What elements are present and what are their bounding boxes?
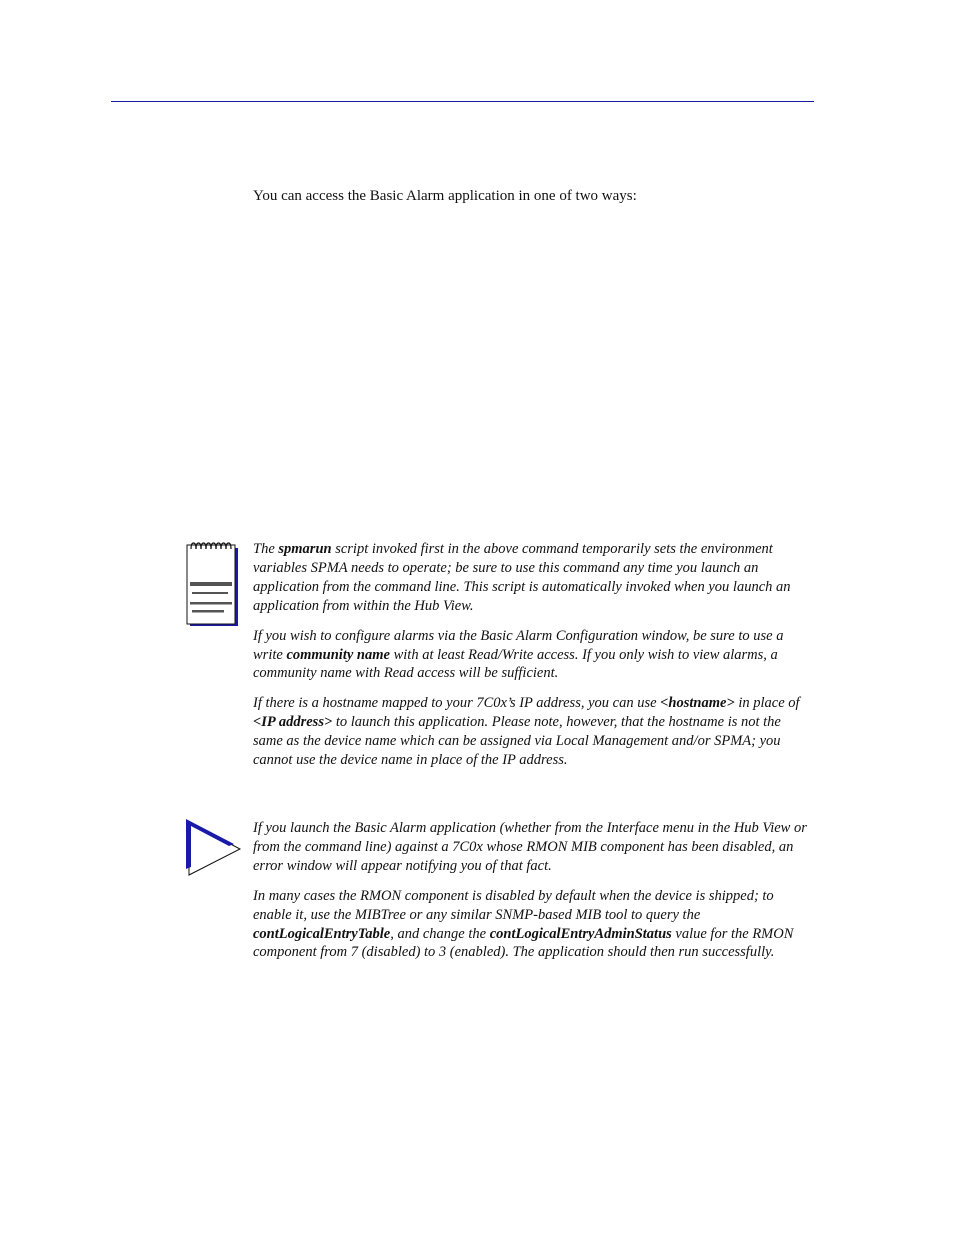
emphasis: spmarun — [278, 541, 332, 557]
caution-text — [253, 819, 813, 973]
caution-block — [186, 819, 814, 999]
caution-arrow-icon — [186, 819, 242, 877]
notepad-icon — [186, 540, 242, 628]
note-text — [253, 540, 813, 781]
caution-paragraph-1: If you launch the Basic Alarm application (whether from the Interface menu in the Hub View or from the command line) against a 7C0x whose RMON MIB component has been disabled, an error window will appear notifying you of that fact. — [253, 820, 807, 874]
emphasis: contLogicalEntryTable — [253, 925, 391, 942]
intro-paragraph: You can access the Basic Alarm application in one of two ways: — [253, 188, 637, 204]
emphasis: <IP address> — [253, 714, 333, 731]
note-paragraph-3: If there is a hostname mapped to your 7C0x’s IP address, you can use <hostname> in place of <IP address> to launch this application. Please note, however, that the hostname is not the same as the device name which can be assigned via Local Management and/or SPMA; you cannot use the device name in place of the IP address. — [253, 695, 800, 769]
note-paragraph-1: The spmarun script invoked first in the above command temporarily sets the environment variables SPMA needs to operate; be sure to use this command any time you launch an application from the command line. This script is automatically invoked when you launch an application from within the Hub View. — [253, 541, 791, 614]
emphasis: community name — [286, 646, 390, 663]
emphasis: contLogicalEntryAdminStatus — [489, 925, 672, 942]
header-rule — [111, 101, 814, 102]
caution-paragraph-2: In many cases the RMON component is disabled by default when the device is shipped; to enable it, use the MIBTree or any similar SNMP-based MIB tool to query the contLogicalEntryTable, and change the contLogicalEntryAdminStatus value for the RMON component from 7 (disabled) to 3 (enabled). The application should then run successfully. — [253, 887, 794, 961]
note-paragraph-2: If you wish to configure alarms via the Basic Alarm Configuration window, be sure to use a write community name with at least Read/Write access. If you only wish to view alarms, a community name with Read access will be sufficient. — [253, 627, 784, 682]
note-block — [186, 540, 814, 780]
emphasis: <hostname> — [660, 695, 735, 712]
